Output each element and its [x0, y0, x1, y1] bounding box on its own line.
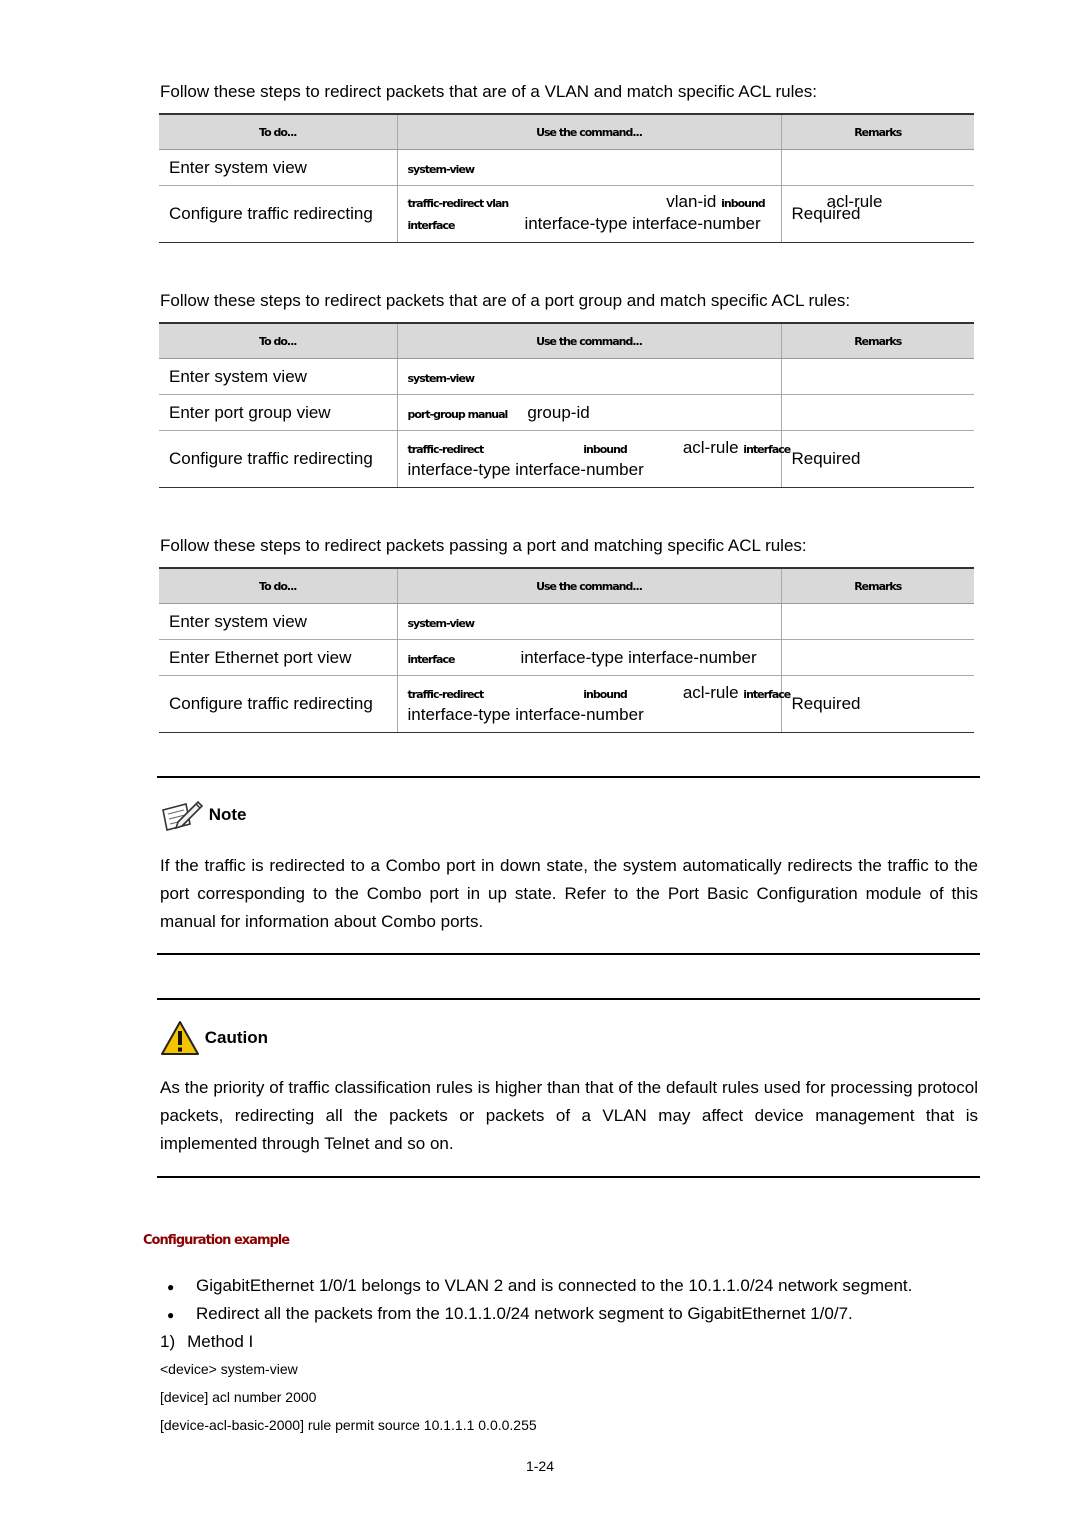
command-argument: acl-rule — [826, 192, 883, 211]
command-argument: interface-type interface-number — [407, 705, 644, 724]
command-keyword: system-view — [407, 162, 475, 176]
cell-remark: Required — [781, 431, 974, 488]
command-argument: interface-type interface-number — [524, 214, 761, 233]
table-port-redirect — [159, 567, 974, 733]
command-argument: group-id — [527, 402, 590, 422]
command-keyword: inbound — [583, 443, 627, 456]
note-heading — [160, 798, 247, 832]
caution-text: As the priority of traffic classification rules is higher than that of the default rules used for processing protocol packets, redirecting all the packets or packets of a VLAN may affect device management that is implemented through Telnet and so on. — [160, 1078, 978, 1153]
table-row — [159, 395, 974, 431]
note-text: If the traffic is redirected to a Combo port in down state, the system automatically redirects the traffic to the port corresponding to the Combo port in up state. Refer to the Port Basic Configuration module of this manual for information about Combo ports. — [160, 856, 978, 931]
table-row — [159, 150, 974, 186]
cell-command — [397, 604, 781, 640]
cell-command — [397, 395, 781, 431]
list-item-text: Redirect all the packets from the 10.1.1.0/24 network segment to GigabitEthernet 1/0/7. — [196, 1304, 853, 1323]
cell-command — [397, 150, 781, 186]
cell-todo: Configure traffic redirecting — [159, 186, 397, 243]
command-keyword: inbound — [721, 197, 765, 210]
cell-todo: Configure traffic redirecting — [159, 431, 397, 488]
command-keyword: system-view — [407, 371, 475, 385]
note-label: Note — [208, 805, 247, 824]
code-line: [device-acl-basic-2000] rule permit source 10.1.1.1 0.0.0.255 — [160, 1417, 537, 1433]
cell-remark — [781, 150, 974, 186]
page-number: 1-24 — [525, 1458, 555, 1474]
cell-remark: Required — [781, 186, 974, 243]
section-title: Configuration example — [143, 1233, 290, 1248]
cell-todo: Enter port group view — [159, 395, 397, 431]
cell-todo: Enter system view — [159, 150, 397, 186]
table-row — [159, 359, 974, 395]
command-argument: acl-rule — [682, 438, 739, 457]
cell-command — [397, 676, 791, 733]
intro-vlan-redirect: Follow these steps to redirect packets that are of a VLAN and match specific ACL rules: — [160, 82, 818, 101]
table-header-row — [159, 568, 974, 604]
header-todo: To do... — [159, 323, 397, 359]
method-text: Method I — [187, 1332, 254, 1351]
command-keyword: traffic-redirect vlan — [407, 197, 509, 210]
caution-bottom-rule — [157, 1176, 980, 1178]
method-label — [160, 1332, 253, 1352]
table-row — [159, 640, 974, 676]
table-header-row — [159, 323, 974, 359]
command-argument: vlan-id — [666, 192, 717, 211]
cell-remark — [781, 640, 974, 676]
caution-top-rule — [157, 998, 980, 1000]
code-line: <device> system-view — [160, 1361, 298, 1377]
warning-triangle-icon — [160, 1020, 200, 1056]
table-row — [159, 676, 974, 733]
command-keyword: interface — [407, 219, 455, 232]
table-vlan-redirect — [159, 113, 974, 243]
header-remarks: Remarks — [781, 323, 974, 359]
table-port-group-redirect — [159, 322, 974, 488]
command-keyword: system-view — [407, 616, 475, 630]
note-bottom-rule — [157, 953, 980, 955]
command-keyword: inbound — [583, 688, 627, 701]
list-item — [167, 1276, 912, 1297]
cell-command — [397, 431, 791, 488]
command-argument: acl-rule — [682, 683, 739, 702]
header-command: Use the command... — [397, 323, 781, 359]
cell-remark: Required — [781, 676, 974, 733]
method-number: 1) — [160, 1332, 176, 1351]
intro-port-redirect: Follow these steps to redirect packets passing a port and matching specific ACL rules: — [160, 536, 807, 555]
cell-todo: Configure traffic redirecting — [159, 676, 397, 733]
cell-remark — [781, 359, 974, 395]
cell-todo: Enter system view — [159, 604, 397, 640]
code-line: [device] acl number 2000 — [160, 1389, 317, 1405]
command-keyword: interface — [743, 688, 791, 701]
caution-heading — [160, 1020, 268, 1056]
intro-port-group-redirect: Follow these steps to redirect packets that are of a port group and match specific ACL rules: — [160, 291, 851, 310]
table-row — [159, 604, 974, 640]
table-header-row — [159, 114, 974, 150]
header-command: Use the command... — [397, 568, 781, 604]
command-keyword: traffic-redirect — [407, 688, 484, 701]
header-remarks: Remarks — [781, 114, 974, 150]
table-row — [159, 431, 974, 488]
header-remarks: Remarks — [781, 568, 974, 604]
header-todo: To do... — [159, 114, 397, 150]
command-argument: interface-type interface-number — [520, 647, 757, 667]
list-item — [167, 1304, 853, 1325]
cell-remark — [781, 604, 974, 640]
command-argument: interface-type interface-number — [407, 460, 644, 479]
cell-remark — [781, 395, 974, 431]
cell-command — [397, 640, 781, 676]
command-keyword: traffic-redirect — [407, 443, 484, 456]
list-item-text: GigabitEthernet 1/0/1 belongs to VLAN 2 and is connected to the 10.1.1.0/24 network segment. — [196, 1276, 913, 1295]
table-row — [159, 186, 974, 243]
bullet-dot-icon: ● — [167, 1307, 175, 1322]
note-pencil-icon — [160, 798, 204, 832]
header-command: Use the command... — [397, 114, 781, 150]
note-top-rule — [157, 776, 980, 778]
command-keyword: interface — [743, 443, 791, 456]
command-keyword: interface — [407, 652, 455, 666]
bullet-dot-icon: ● — [167, 1279, 175, 1294]
caution-label: Caution — [204, 1028, 269, 1047]
cell-command — [397, 359, 781, 395]
cell-todo: Enter Ethernet port view — [159, 640, 397, 676]
header-todo: To do... — [159, 568, 397, 604]
command-keyword: port-group manual — [407, 407, 508, 421]
cell-todo: Enter system view — [159, 359, 397, 395]
